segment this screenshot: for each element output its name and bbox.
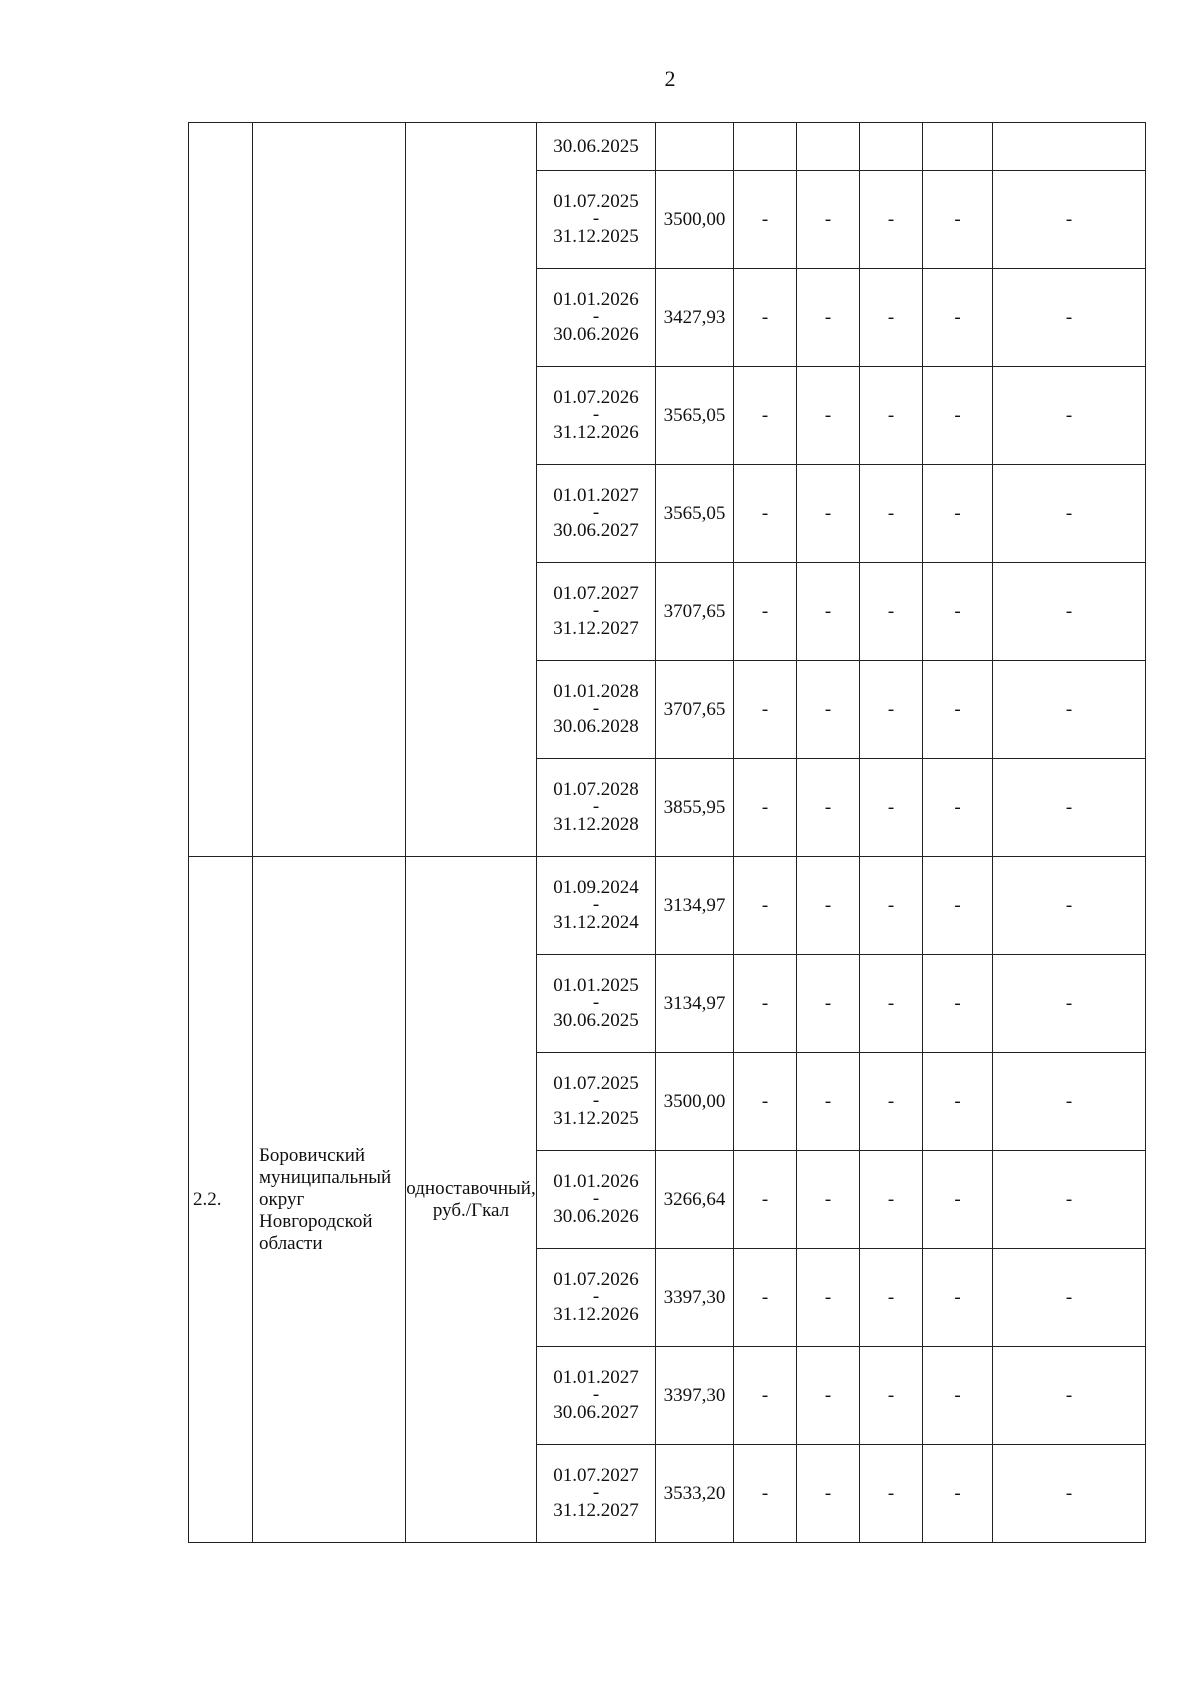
cell-value: - xyxy=(734,269,797,367)
cell-value: - xyxy=(734,1347,797,1445)
period-end: 30.06.2028 xyxy=(553,716,639,737)
cell-period xyxy=(537,1445,656,1543)
period-separator: - xyxy=(592,1384,600,1405)
cell-value: - xyxy=(923,661,993,759)
period-separator: - xyxy=(592,306,600,327)
cell-value: - xyxy=(734,759,797,857)
cell-value: - xyxy=(734,1053,797,1151)
cell-value: - xyxy=(923,269,993,367)
period-end: 31.12.2024 xyxy=(553,912,639,933)
cell-value: - xyxy=(860,759,923,857)
cell-price: 3134,97 xyxy=(656,955,734,1053)
cell-price: 3427,93 xyxy=(656,269,734,367)
period-start: 01.07.2025 xyxy=(553,1073,639,1094)
cell-value: - xyxy=(860,1053,923,1151)
cell-value: - xyxy=(923,1053,993,1151)
period-end: 30.06.2027 xyxy=(553,520,639,541)
period-end: 31.12.2025 xyxy=(553,226,639,247)
cell-period xyxy=(537,367,656,465)
cell-period xyxy=(537,759,656,857)
cell-value: - xyxy=(734,661,797,759)
section-number: 2.2. xyxy=(189,857,253,1543)
cell-period: 30.06.2025 xyxy=(537,123,656,171)
cell-type-empty xyxy=(406,123,537,857)
cell-value xyxy=(993,123,1146,171)
cell-value: - xyxy=(993,563,1146,661)
cell-value: - xyxy=(797,857,860,955)
cell-value: - xyxy=(797,269,860,367)
cell-value: - xyxy=(923,1445,993,1543)
cell-value: - xyxy=(993,1053,1146,1151)
cell-value: - xyxy=(797,955,860,1053)
cell-value: - xyxy=(860,857,923,955)
cell-value xyxy=(734,123,797,171)
period-start: 01.01.2026 xyxy=(553,289,639,310)
period-separator: - xyxy=(592,796,600,817)
period-separator: - xyxy=(592,208,600,229)
cell-value: - xyxy=(993,857,1146,955)
cell-number-empty xyxy=(189,123,253,857)
period-end: 31.12.2026 xyxy=(553,422,639,443)
period-start: 01.07.2026 xyxy=(553,1269,639,1290)
cell-price: 3855,95 xyxy=(656,759,734,857)
period-separator: - xyxy=(592,600,600,621)
cell-period xyxy=(537,465,656,563)
cell-period xyxy=(537,955,656,1053)
cell-price: 3500,00 xyxy=(656,1053,734,1151)
period-start: 01.01.2027 xyxy=(553,485,639,506)
cell-period xyxy=(537,563,656,661)
cell-value: - xyxy=(860,1445,923,1543)
cell-price: 3707,65 xyxy=(656,563,734,661)
cell-value: - xyxy=(923,759,993,857)
section-name: Боровичский муниципальный округ Новгородской области xyxy=(253,857,406,1543)
cell-value: - xyxy=(993,269,1146,367)
cell-value: - xyxy=(860,269,923,367)
period-separator: - xyxy=(592,698,600,719)
cell-price: 3134,97 xyxy=(656,857,734,955)
cell-value: - xyxy=(923,1249,993,1347)
cell-value: - xyxy=(993,367,1146,465)
cell-value: - xyxy=(993,661,1146,759)
period-start: 01.01.2027 xyxy=(553,1367,639,1388)
cell-value xyxy=(860,123,923,171)
cell-value: - xyxy=(860,171,923,269)
period-start: 01.07.2026 xyxy=(553,387,639,408)
cell-price: 3707,65 xyxy=(656,661,734,759)
cell-value: - xyxy=(797,1347,860,1445)
cell-value: - xyxy=(993,1347,1146,1445)
cell-price: 3397,30 xyxy=(656,1347,734,1445)
period-start: 01.07.2025 xyxy=(553,191,639,212)
cell-period xyxy=(537,1347,656,1445)
cell-value: - xyxy=(923,367,993,465)
period-end: 30.06.2027 xyxy=(553,1402,639,1423)
cell-value: - xyxy=(923,1347,993,1445)
period-end: 30.06.2025 xyxy=(553,1010,639,1031)
cell-price: 3533,20 xyxy=(656,1445,734,1543)
cell-period xyxy=(537,1053,656,1151)
cell-value: - xyxy=(923,465,993,563)
period-start: 01.01.2028 xyxy=(553,681,639,702)
period-end: 30.06.2026 xyxy=(553,1206,639,1227)
period-start: 01.07.2027 xyxy=(553,583,639,604)
period-start: 01.09.2024 xyxy=(553,877,639,898)
period-start: 01.07.2027 xyxy=(553,1465,639,1486)
cell-value: - xyxy=(993,1249,1146,1347)
cell-period xyxy=(537,269,656,367)
cell-value xyxy=(797,123,860,171)
period-separator: - xyxy=(592,894,600,915)
cell-value: - xyxy=(797,367,860,465)
period-separator: - xyxy=(592,1188,600,1209)
cell-value: - xyxy=(734,1445,797,1543)
cell-price: 3266,64 xyxy=(656,1151,734,1249)
cell-period xyxy=(537,857,656,955)
page-number: 2 xyxy=(664,66,676,91)
cell-value: - xyxy=(734,955,797,1053)
cell-value: - xyxy=(734,563,797,661)
period-separator: - xyxy=(592,1090,600,1111)
cell-price: 3565,05 xyxy=(656,465,734,563)
period-separator: - xyxy=(592,1286,600,1307)
cell-value: - xyxy=(734,1151,797,1249)
table-row xyxy=(189,857,1146,955)
period-start: 01.01.2025 xyxy=(553,975,639,996)
cell-price xyxy=(656,123,734,171)
cell-value: - xyxy=(993,171,1146,269)
cell-value: - xyxy=(797,563,860,661)
cell-value: - xyxy=(734,465,797,563)
cell-value: - xyxy=(734,171,797,269)
cell-value: - xyxy=(923,955,993,1053)
cell-value: - xyxy=(734,1249,797,1347)
tariff-table xyxy=(188,122,1146,1543)
cell-period xyxy=(537,1151,656,1249)
cell-period xyxy=(537,661,656,759)
cell-value: - xyxy=(860,1347,923,1445)
period-separator: - xyxy=(592,992,600,1013)
cell-period xyxy=(537,171,656,269)
cell-price: 3500,00 xyxy=(656,171,734,269)
cell-value: - xyxy=(923,563,993,661)
cell-value: - xyxy=(797,661,860,759)
cell-price: 3397,30 xyxy=(656,1249,734,1347)
cell-value: - xyxy=(797,759,860,857)
cell-value: - xyxy=(797,1151,860,1249)
cell-value: - xyxy=(860,1151,923,1249)
cell-value: - xyxy=(860,465,923,563)
cell-value: - xyxy=(860,563,923,661)
period-separator: - xyxy=(592,404,600,425)
period-end: 31.12.2027 xyxy=(553,618,639,639)
cell-value: - xyxy=(797,171,860,269)
cell-name-empty xyxy=(253,123,406,857)
cell-value: - xyxy=(993,1151,1146,1249)
period-start: 01.07.2028 xyxy=(553,779,639,800)
cell-period xyxy=(537,1249,656,1347)
cell-value: - xyxy=(860,367,923,465)
cell-value: - xyxy=(797,465,860,563)
cell-value: - xyxy=(797,1249,860,1347)
tariff-table-body xyxy=(189,123,1146,1543)
period-start: 01.01.2026 xyxy=(553,1171,639,1192)
cell-value: - xyxy=(923,1151,993,1249)
period-end: 31.12.2028 xyxy=(553,814,639,835)
period-end: 31.12.2026 xyxy=(553,1304,639,1325)
cell-value: - xyxy=(993,759,1146,857)
cell-value: - xyxy=(860,1249,923,1347)
cell-value: - xyxy=(797,1053,860,1151)
table-row xyxy=(189,123,1146,171)
period-end: 31.12.2027 xyxy=(553,1500,639,1521)
cell-value: - xyxy=(860,661,923,759)
cell-value: - xyxy=(993,465,1146,563)
cell-value: - xyxy=(993,1445,1146,1543)
cell-value: - xyxy=(993,955,1146,1053)
cell-value: - xyxy=(797,1445,860,1543)
cell-price: 3565,05 xyxy=(656,367,734,465)
period-separator: - xyxy=(592,1482,600,1503)
cell-value: - xyxy=(734,857,797,955)
cell-value: - xyxy=(923,171,993,269)
cell-value xyxy=(923,123,993,171)
cell-value: - xyxy=(860,955,923,1053)
period-separator: - xyxy=(592,502,600,523)
period-end: 31.12.2025 xyxy=(553,1108,639,1129)
cell-value: - xyxy=(734,367,797,465)
tariff-type: одноставочный, руб./Гкал xyxy=(406,857,537,1543)
cell-value: - xyxy=(923,857,993,955)
period-end: 30.06.2026 xyxy=(553,324,639,345)
